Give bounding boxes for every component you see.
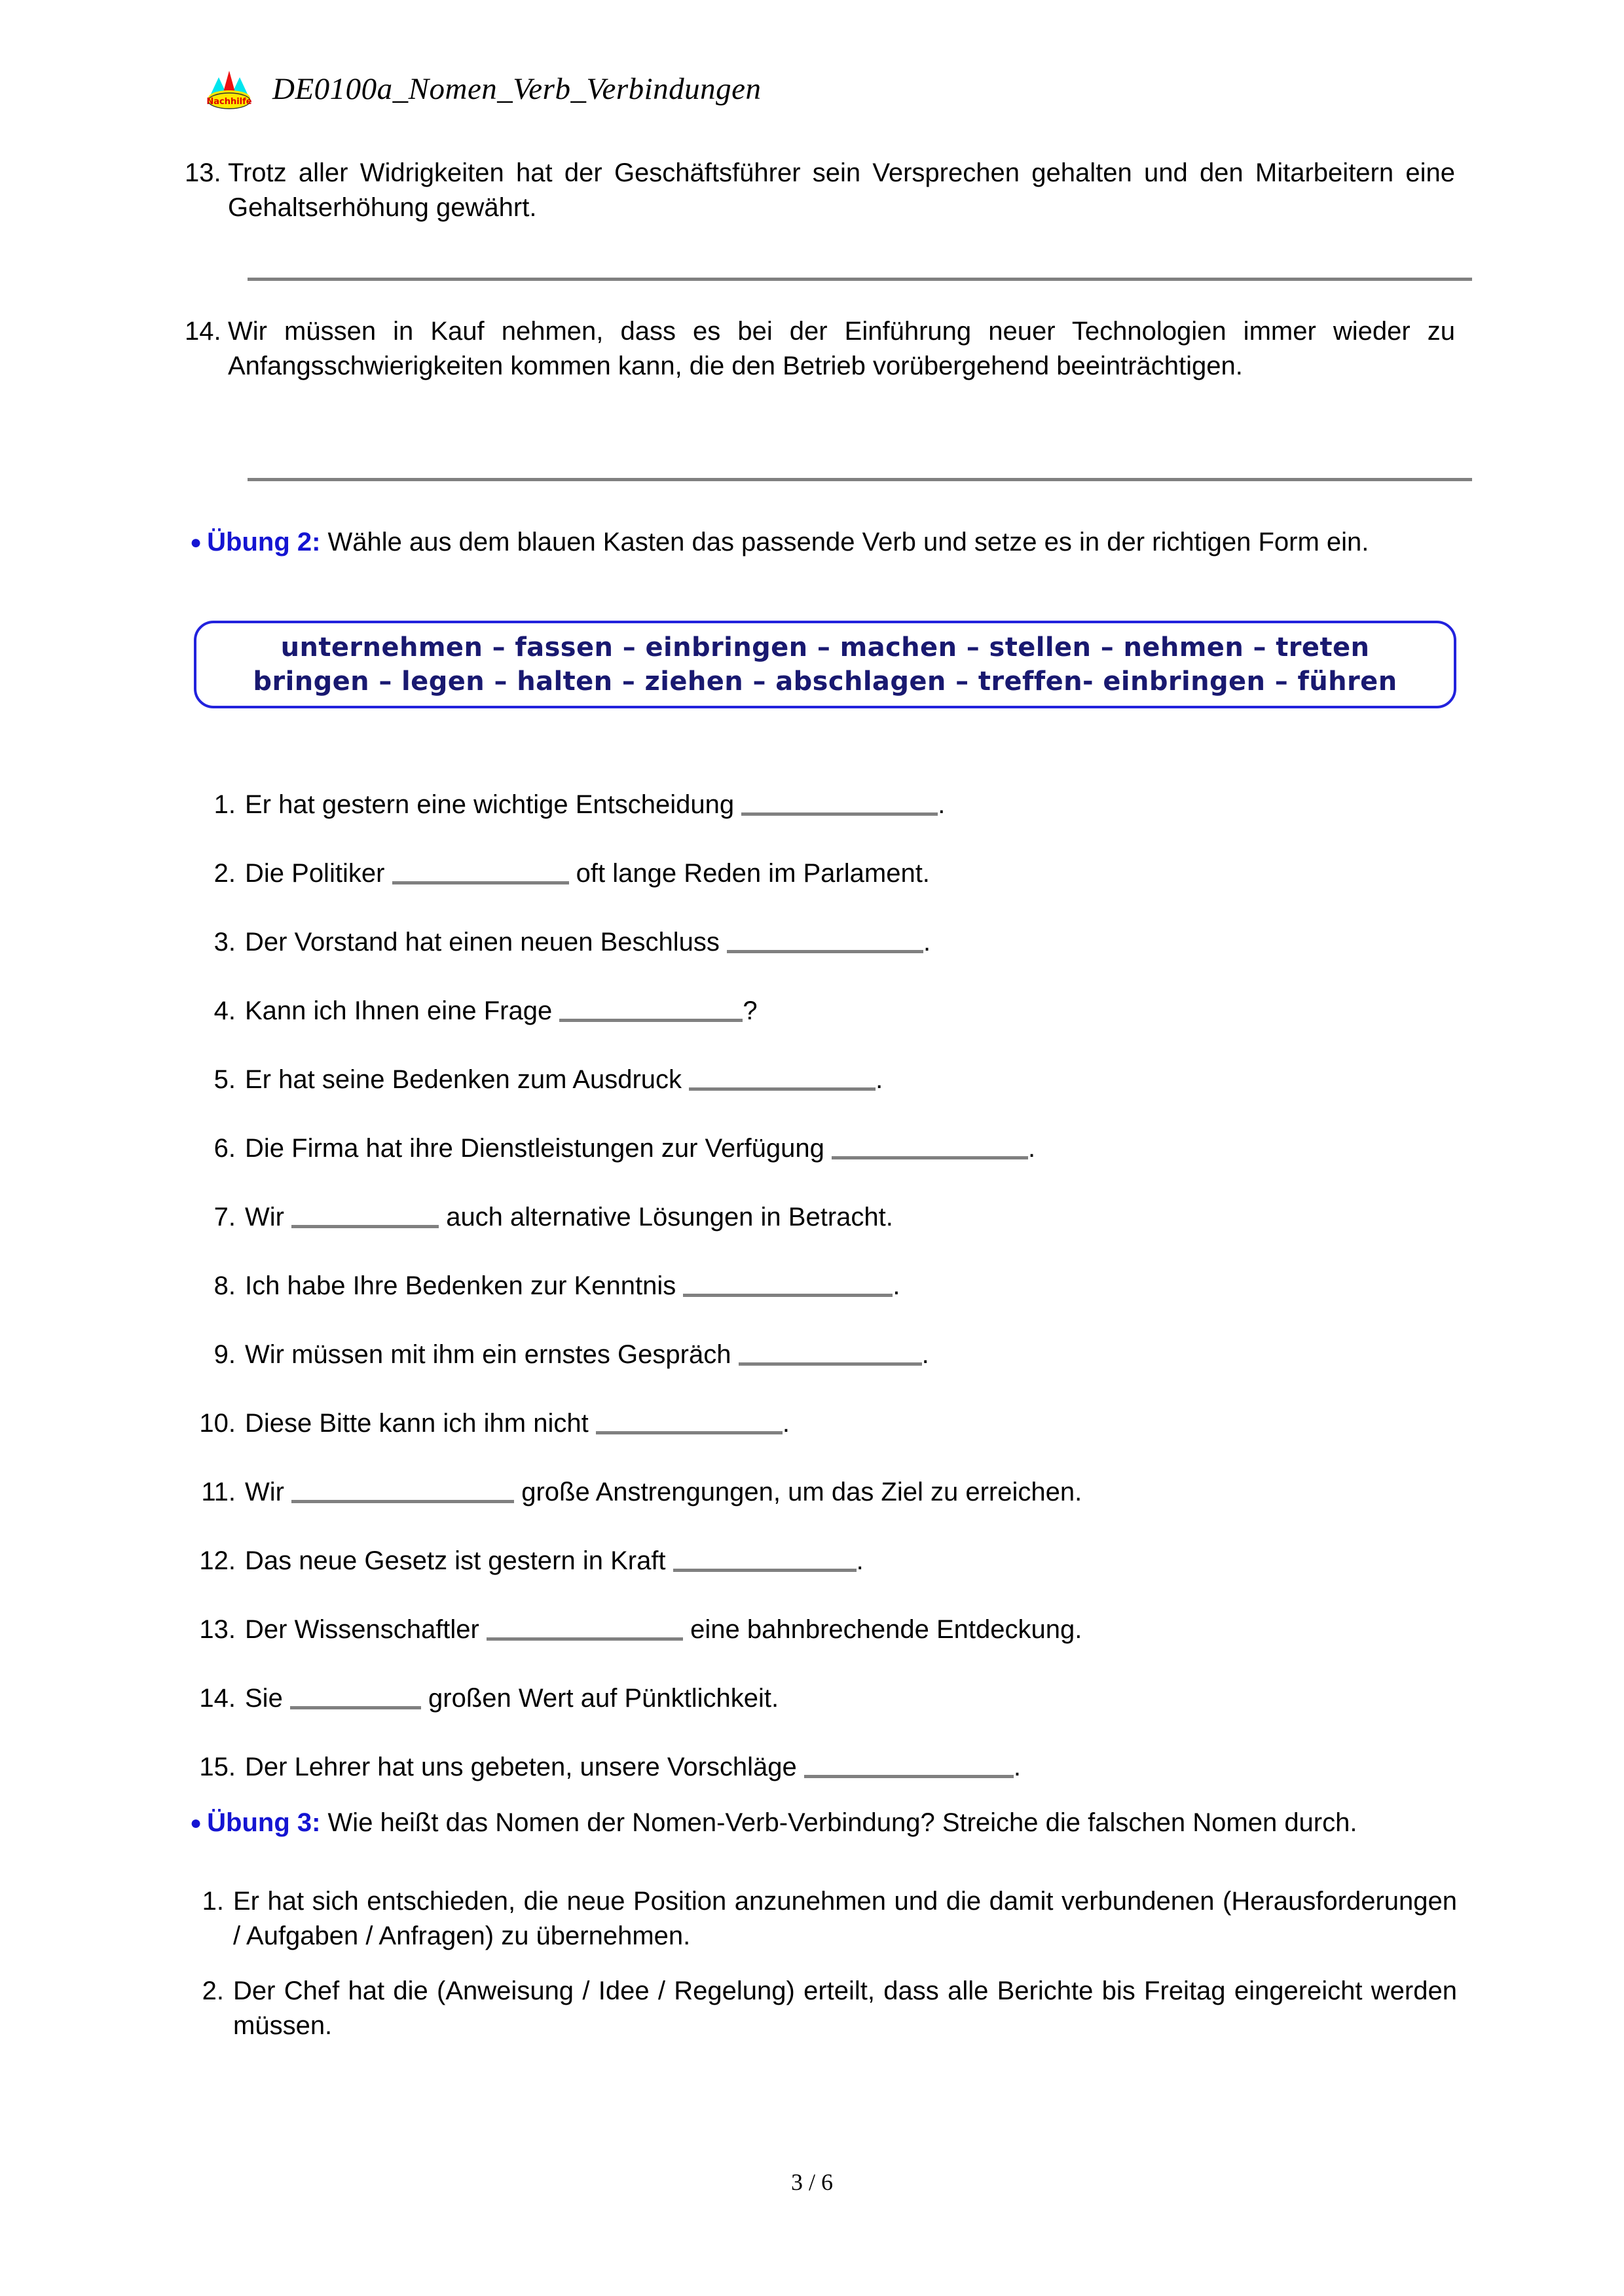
item-number: 12. <box>199 1546 236 1575</box>
item-text-after: großen Wert auf Pünktlichkeit. <box>420 1684 779 1713</box>
uebung2-heading <box>190 525 1460 560</box>
continued-item-13 <box>185 156 1455 225</box>
item-text-before: Sie <box>245 1684 290 1713</box>
item-text-before: Die Politiker <box>245 859 392 888</box>
fill-item-14 <box>196 1683 1460 1714</box>
uebung3-heading <box>190 1806 1460 1841</box>
answer-rule-14[interactable] <box>248 478 1472 481</box>
answer-blank[interactable] <box>559 996 743 1022</box>
answer-blank[interactable] <box>392 859 569 884</box>
answer-blank[interactable] <box>689 1065 876 1091</box>
answer-blank[interactable] <box>804 1753 1014 1778</box>
fill-item-11 <box>196 1476 1460 1508</box>
answer-blank[interactable] <box>673 1546 857 1572</box>
fill-item-5 <box>196 1064 1460 1095</box>
item-text-after: . <box>938 790 946 819</box>
fill-item-6 <box>196 1133 1460 1164</box>
item-number: 1. <box>213 790 236 819</box>
uebung2-instruction: Wähle aus dem blauen Kasten das passende Verb und setze es in der richtigen Form ein. <box>320 528 1369 556</box>
fill-item-13 <box>196 1614 1460 1645</box>
item-text-before: Wir <box>245 1478 292 1506</box>
item-text-before: Das neue Gesetz ist gestern in Kraft <box>245 1546 673 1575</box>
uebung3-item-1 <box>190 1884 1457 1954</box>
uebung3-item-2 <box>190 1974 1457 2043</box>
item-text-before: Er hat seine Bedenken zum Ausdruck <box>245 1065 690 1094</box>
answer-blank[interactable] <box>487 1615 683 1641</box>
item-number: 5. <box>213 1065 236 1094</box>
item-text-after: . <box>1028 1134 1036 1163</box>
document-title: DE0100a_Nomen_Verb_Verbindungen <box>272 72 762 106</box>
item-number: 6. <box>213 1134 236 1163</box>
item-text[interactable]: Der Chef hat die (Anweisung / Idee / Regelung) erteilt, dass alle Berichte bis Freitag eingereicht werden müssen. <box>233 1977 1457 2040</box>
item-number: 13. <box>199 1615 236 1644</box>
item-text-after: eine bahnbrechende Entdeckung. <box>682 1615 1082 1644</box>
page-footer: 3 / 6 <box>790 2169 833 2195</box>
answer-blank[interactable] <box>683 1271 893 1297</box>
nachhilfe-logo-icon <box>203 68 255 110</box>
item-number: 10. <box>199 1409 236 1438</box>
fill-item-3 <box>196 926 1460 958</box>
bullet-icon: ● <box>190 1812 202 1834</box>
item-number: 7. <box>213 1203 236 1231</box>
uebung2-label: Übung 2: <box>207 528 321 556</box>
item-text-before: Der Wissenschaftler <box>245 1615 487 1644</box>
item-text-before: Wir müssen mit ihm ein ernstes Gespräch <box>245 1340 739 1369</box>
svg-text:Nachhilfe: Nachhilfe <box>206 97 252 107</box>
item-number: 2. <box>202 1977 224 2005</box>
fill-item-4 <box>196 995 1460 1027</box>
item-number: 11. <box>201 1478 236 1506</box>
item-number: 15. <box>199 1753 236 1781</box>
item-number: 13. <box>185 158 221 187</box>
item-text-before: Diese Bitte kann ich ihm nicht <box>245 1409 596 1438</box>
uebung3-label: Übung 3: <box>207 1808 321 1837</box>
answer-blank[interactable] <box>741 790 938 816</box>
item-number: 14. <box>185 317 221 346</box>
fill-item-2 <box>196 858 1460 889</box>
item-text-after: . <box>876 1065 883 1094</box>
item-text-before: Der Lehrer hat uns gebeten, unsere Vorschläge <box>245 1753 804 1781</box>
fill-item-9 <box>196 1339 1460 1370</box>
item-text-after: oft lange Reden im Parlament. <box>568 859 930 888</box>
item-text-after: . <box>923 928 931 957</box>
item-text-before: Kann ich Ihnen eine Frage <box>245 996 560 1025</box>
item-text-after: . <box>893 1271 900 1300</box>
continued-item-14 <box>185 314 1455 384</box>
item-number: 2. <box>213 859 236 888</box>
answer-blank[interactable] <box>727 928 923 953</box>
fill-item-15 <box>196 1751 1460 1783</box>
item-number: 4. <box>213 996 236 1025</box>
item-text-after: . <box>782 1409 790 1438</box>
bullet-icon: ● <box>190 532 202 553</box>
fill-item-8 <box>196 1270 1460 1302</box>
page-header <box>203 68 762 110</box>
uebung3-instruction: Wie heißt das Nomen der Nomen-Verb-Verbindung? Streiche die falschen Nomen durch. <box>320 1808 1357 1837</box>
item-text: Trotz aller Widrigkeiten hat der Geschäftsführer sein Versprechen gehalten und den Mitarbeitern eine Gehaltserhöhung gewährt. <box>228 158 1455 222</box>
item-text-before: Ich habe Ihre Bedenken zur Kenntnis <box>245 1271 684 1300</box>
verb-word-box <box>194 621 1456 708</box>
item-number: 3. <box>213 928 236 957</box>
item-text[interactable]: Er hat sich entschieden, die neue Position anzunehmen und die damit verbundenen (Herausforderungen / Aufgaben / Anfragen) zu übernehmen. <box>233 1887 1457 1950</box>
item-text-before: Er hat gestern eine wichtige Entscheidung <box>245 790 742 819</box>
wordbox-line-2: bringen – legen – halten – ziehen – abschlagen – treffen- einbringen – führen <box>253 666 1397 697</box>
item-number: 14. <box>199 1684 236 1713</box>
fill-item-7 <box>196 1201 1460 1233</box>
item-number: 8. <box>213 1271 236 1300</box>
answer-blank[interactable] <box>290 1684 421 1709</box>
item-text-after: ? <box>743 996 758 1025</box>
item-number: 9. <box>213 1340 236 1369</box>
answer-blank[interactable] <box>291 1203 439 1228</box>
answer-blank[interactable] <box>596 1409 783 1434</box>
item-text-before: Die Firma hat ihre Dienstleistungen zur Verfügung <box>245 1134 832 1163</box>
item-number: 1. <box>202 1887 224 1916</box>
item-text-after: . <box>921 1340 929 1369</box>
item-text-after: auch alternative Lösungen in Betracht. <box>439 1203 893 1231</box>
item-text-after: . <box>1013 1753 1022 1781</box>
item-text: Wir müssen in Kauf nehmen, dass es bei der Einführung neuer Technologien immer wieder zu Anfangsschwierigkeiten kommen kann, die den Betrieb vorübergehend beeinträchtigen. <box>228 317 1455 380</box>
answer-blank[interactable] <box>832 1134 1028 1159</box>
fill-item-12 <box>196 1545 1460 1576</box>
answer-rule-13[interactable] <box>248 278 1472 281</box>
fill-item-10 <box>196 1408 1460 1439</box>
wordbox-line-1: unternehmen – fassen – einbringen – machen – stellen – nehmen – treten <box>280 632 1370 663</box>
item-text-before: Der Vorstand hat einen neuen Beschluss <box>245 928 728 957</box>
item-text-after: große Anstrengungen, um das Ziel zu erreichen. <box>514 1478 1082 1506</box>
item-text-after: . <box>856 1546 864 1575</box>
fill-item-1 <box>196 789 1460 820</box>
answer-blank[interactable] <box>739 1340 922 1366</box>
answer-blank[interactable] <box>291 1478 514 1503</box>
item-text-before: Wir <box>245 1203 292 1231</box>
